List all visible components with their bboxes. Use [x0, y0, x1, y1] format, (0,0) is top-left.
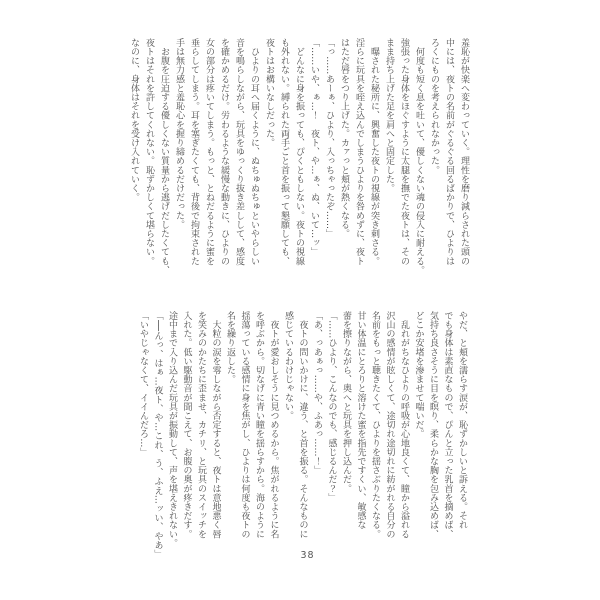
text-line: ひよりの耳へ届くように、ぬちゅぬちゅといやらしい [249, 38, 259, 266]
text-line: まま持ち上げた足を肩へと固定した。 [384, 38, 394, 193]
text-line: 羞恥が快楽へ変わっていく。理性を磨り減らされた頭の [459, 38, 469, 266]
text-line: お腹を圧迫する優しくない質量から逃げだしたくても、 [159, 38, 169, 275]
text-line: どんなに身を振っても、ぴくともしない。夜トの視線 [294, 38, 304, 266]
text-line: を確かめるだけ。労わるような緩慢な動きに、ひよりの [219, 38, 229, 266]
text-line: 大粒の涙を零しながら否定すると、夜トは意地悪く唇 [210, 311, 221, 539]
text-line: 夜トはお構いなしだった。 [264, 38, 274, 148]
text-line: やだ、と頬を濡らす涙が、恥ずかしいと訴える。それ [457, 311, 467, 530]
text-line: 蕾を擦りながら、奥へと玩具を押し込んだ。 [341, 311, 351, 493]
text-line: 途中まで入り込んだ玩具が振動して、声を堪えきれない。 [167, 311, 177, 548]
text-block-upper [126, 38, 471, 278]
text-line: 揺蕩っている感情に身を焦がし、ひよりは何度も夜トの [239, 311, 250, 539]
text-line: 「──んっ、はぁ…夜ト、や…これ、う、ふえ…ッい、やあ」 [152, 311, 163, 559]
text-line: 甘い体温にとろりと溶けた蜜を指先ですくい、敏感な [355, 311, 366, 530]
text-line: 乱れがちなひよりの呼吸が心地良くて、瞳から溢れる [399, 311, 409, 539]
text-line: 音を鳴らしながら、玩具をゆっくり抜き差しして、感度 [234, 38, 244, 266]
text-line: も外れない。縛られた両手ごと首を振って懇願しても、 [279, 38, 289, 266]
text-line: でも身体は素直なもので、ぴんと立った乳首を摘めば、 [442, 311, 453, 539]
text-line: 強張った身体をほぐすように太腿を撫でた夜トは、その [399, 38, 409, 266]
text-line: を笑みのかたちに歪ませ、カチリ、と玩具のスイッチを [196, 311, 206, 539]
text-line: 入れた。低い駆動音が聞こえて、お腹の奥が疼きだす。 [181, 311, 192, 539]
text-line: 手は無力感と羞恥心を握り締めるだけだった。 [174, 38, 184, 230]
text-line: 何度も短く息を吐いて、優しくない魂の侵入に耐える。 [414, 38, 424, 275]
text-line: 「……いや、ぁ…！ 夜ト、や…ぁ、ぬ、いて…ッ」 [309, 38, 319, 257]
text-line: 感じているわけじゃない。 [283, 311, 293, 421]
page-number: 38 [300, 550, 315, 561]
text-line: はただ唇をつり上げた。カァっと頬が熱くなる。 [339, 38, 349, 239]
text-line: 「いやじゃなくて、イイんだろ…」 [138, 311, 148, 457]
text-line: 夜トはそれを許してくれない。恥ずかしくて堪らない。 [144, 38, 154, 266]
text-line: 夜トの問いかけに、違う、と首を振る。そんなものに [297, 311, 308, 539]
text-line: 「……ひより、こんなのでも、感じるんだ？」 [326, 311, 337, 503]
text-line: どこか安堵を滲ませて喘いだ。 [413, 311, 424, 439]
text-line: なのに、身体はそれを受け入れていく。 [129, 38, 139, 202]
text-line: 淫らに玩具を咥え込んでしまうひよりを咎めずに、夜ト [354, 38, 364, 266]
text-line: 名を繰り返した。 [225, 311, 235, 384]
text-line: 「あ、っあぁっ……や、ふあっ……！」 [312, 311, 322, 475]
text-line: 女の部分は疼いてしまう。もっと、とねだるように蜜を [204, 38, 214, 266]
text-line: 中には、夜トの名前がぐるぐる回るばかりで、ひよりは [444, 38, 454, 266]
text-line: 気持ち良さそうに目を瞑り、柔らかな胸を包み込めば、 [428, 311, 438, 539]
text-line: 「っ……あーぁ、ひより、入っちゃったぞ……」 [324, 38, 334, 239]
text-line: 沢山の感情が眩しくて、途切れ途切れに紡がれる自分の [384, 311, 395, 539]
text-line: 名前をもっと聴きたくて、ひよりを揺さぶりたくなる。 [370, 311, 380, 539]
text-line: を呼ぶから。切なげに青い瞳を揺らすから。海のように [254, 311, 264, 539]
text-line: ろくにものを考えられなかった。 [429, 38, 439, 175]
text-line: 曝された秘所に、興奮した夜トの視線が突き刺さる。 [369, 38, 379, 266]
text-line: 垂らしてしまう。耳を塞ぎたくても、背後で拘束された [189, 38, 199, 266]
text-line: 夜トが愛おしそうに見つめるから。焦がれるように名 [268, 311, 279, 539]
